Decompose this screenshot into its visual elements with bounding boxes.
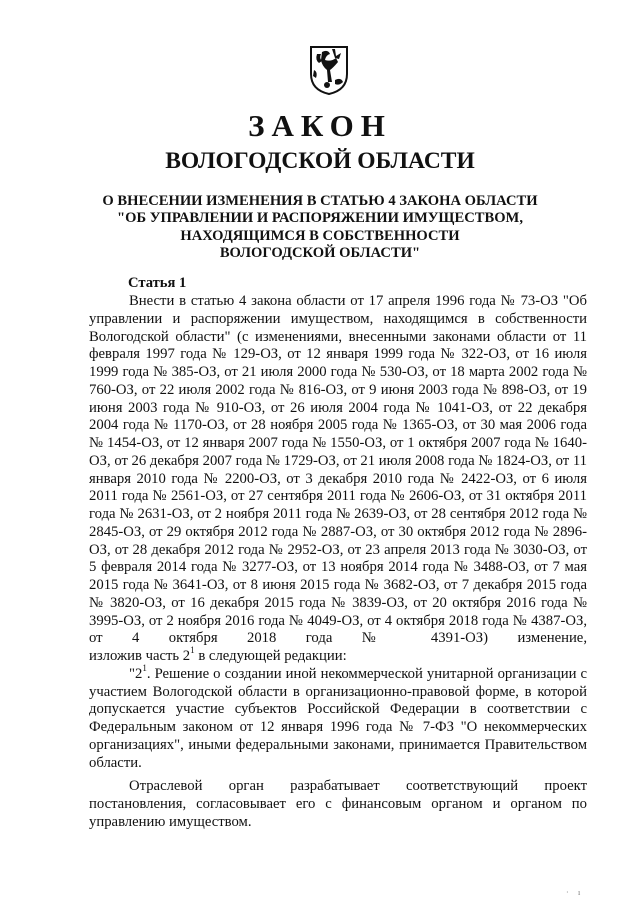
- law-title: ЗАКОН: [248, 108, 392, 143]
- vologda-coat-of-arms-icon: [308, 44, 350, 96]
- tail-text: в следующей редакции:: [194, 648, 347, 664]
- tail-text: изложив часть 2: [89, 648, 191, 664]
- procedure-paragraph: Отраслевой орган разрабатывает соответствующий проект постановления, согласовывает его с финансовым органом и органом по управлению имуществом.: [89, 778, 587, 830]
- article-title: Статья 1: [128, 275, 187, 291]
- new-part-text: . Решение о создании иной некоммерческой унитарной организации с участием Вологодской области в организационно-правовой форме, в которой допускается участие субъектов Российской Федерации в соответствии с Федеральным законом от 12 января 1996 года № 7-ФЗ "О некоммерческих организациях", иными федеральными законами, принимается Правительством области.: [89, 665, 587, 771]
- law-region: ВОЛОГОДСКОЙ ОБЛАСТИ: [165, 148, 475, 174]
- amendment-paragraph: Внести в статью 4 закона области от 17 апреля 1996 года № 73-ОЗ "Об управлении и распоряжении имуществом, находящимся в собственности Вологодской области" (с изменениями, внесенными законами области от 11 февраля 1997 года № 129-ОЗ, от 12 января 1999 года № 322-ОЗ, от 16 июля 1999 года № 385-ОЗ, от 21 июля 2000 года № 530-ОЗ, от 18 марта 2002 года № 760-ОЗ, от 22 июля 2002 года № 816-ОЗ, от 9 июня 2003 года № 898-ОЗ, от 19 июня 2003 года № 910-ОЗ, от 26 июля 2004 года № 1041-ОЗ, от 22 декабря 2004 года № 1170-ОЗ, от 28 ноября 2005 года № 1365-ОЗ, от 30 мая 2006 года № 1454-ОЗ, от 12 января 2007 года № 1550-ОЗ, от 1 октября 2007 года № 1640-ОЗ, от 26 декабря 2007 года № 1729-ОЗ, от 21 июля 2008 года № 1824-ОЗ, от 11 января 2010 года № 2200-ОЗ, от 3 декабря 2010 года № 2422-ОЗ, от 6 июля 2011 года № 2561-ОЗ, от 27 сентября 2011 года № 2606-ОЗ, от 31 октября 2011 года № 2631-ОЗ, от 2 ноября 2011 года № 2639-ОЗ, от 28 сентября 2012 года № 2845-ОЗ, от 29 октября 2012 года № 2887-ОЗ, от 30 октября 2012 года № 2896-ОЗ, от 28 декабря 2012 года № 2952-ОЗ, от 23 апреля 2013 года № 3030-ОЗ, от 5 февраля 2014 года № 3277-ОЗ, от 13 ноября 2014 года № 3488-ОЗ, от 7 мая 2015 года № 3641-ОЗ, от 8 июня 2015 года № 3682-ОЗ, от 7 декабря 2015 года № 3820-ОЗ, от 16 декабря 2015 года № 3839-ОЗ, от 20 октября 2016 года № 3995-ОЗ, от 2 ноября 2016 года № 4049-ОЗ, от 4 октября 2018 года № 4387-ОЗ, от 4 октября 2018 года № 4391-ОЗ) изменение,: [89, 293, 587, 647]
- law-heading: [100, 193, 540, 262]
- amendment-paragraph-tail: [89, 645, 587, 666]
- heading-line: НАХОДЯЩИМСЯ В СОБСТВЕННОСТИ: [180, 227, 460, 244]
- scan-mark: ·: [566, 888, 569, 897]
- heading-line: "ОБ УПРАВЛЕНИИ И РАСПОРЯЖЕНИИ ИМУЩЕСТВОМ,: [117, 210, 523, 227]
- new-part-paragraph: [89, 662, 587, 773]
- superscript: 1: [190, 645, 195, 656]
- scan-mark: ı: [578, 888, 581, 897]
- heading-line: ВОЛОГОДСКОЙ ОБЛАСТИ": [219, 244, 421, 261]
- superscript: 1: [142, 662, 147, 673]
- quote-open: "2: [129, 665, 143, 682]
- heading-line: О ВНЕСЕНИИ ИЗМЕНЕНИЯ В СТАТЬЮ 4 ЗАКОНА ОБЛАСТИ: [102, 193, 538, 209]
- article-body: [89, 293, 587, 832]
